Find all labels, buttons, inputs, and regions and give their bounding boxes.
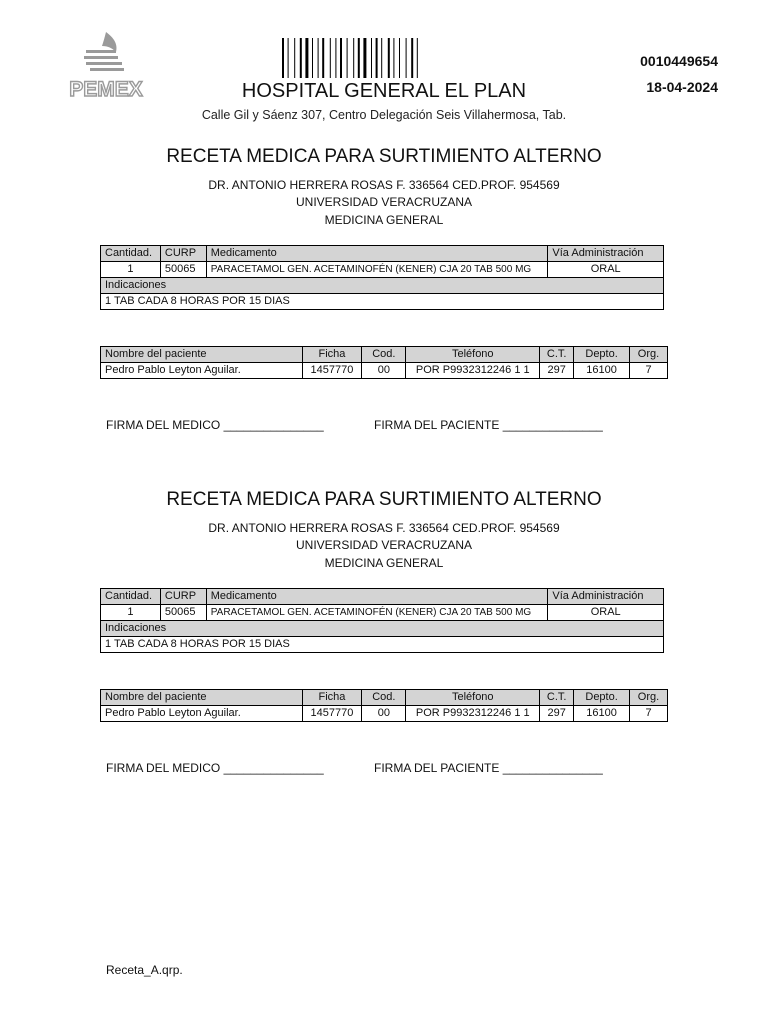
header-medicamento: Medicamento xyxy=(206,589,548,605)
cell-cantidad: 1 xyxy=(101,262,161,278)
firma-medico: FIRMA DEL MEDICO _______________ xyxy=(106,761,324,775)
header-ct: C.T. xyxy=(540,690,574,706)
university: UNIVERSIDAD VERACRUZANA xyxy=(295,195,473,209)
doctor-info: DR. ANTONIO HERRERA ROSAS F. 336564 CED.PROF. 954569 xyxy=(208,521,560,535)
cell-ct: 297 xyxy=(540,706,574,722)
indicaciones-label: Indicaciones xyxy=(101,621,664,637)
cell-org: 7 xyxy=(630,363,668,379)
indicaciones-header-row xyxy=(101,621,664,637)
medication-header-row xyxy=(101,589,664,605)
header-ct: C.T. xyxy=(540,347,574,363)
header-via: Vía Administración xyxy=(548,589,664,605)
cell-telefono: POR P9932312246 1 1 xyxy=(406,363,540,379)
medication-table xyxy=(100,245,664,310)
cell-cod: 00 xyxy=(362,706,406,722)
indicaciones-row xyxy=(101,294,664,310)
indicaciones-label: Indicaciones xyxy=(101,278,664,294)
medication-row xyxy=(101,262,664,278)
medication-header-row xyxy=(101,246,664,262)
cell-nombre: Pedro Pablo Leyton Aguilar. xyxy=(101,706,303,722)
cell-nombre: Pedro Pablo Leyton Aguilar. xyxy=(101,363,303,379)
specialty: MEDICINA GENERAL xyxy=(324,556,444,570)
header-cantidad: Cantidad. xyxy=(101,246,161,262)
cell-ficha: 1457770 xyxy=(302,363,362,379)
indicaciones-text: 1 TAB CADA 8 HORAS POR 15 DIAS xyxy=(101,637,664,653)
header-via: Vía Administración xyxy=(548,246,664,262)
header-org: Org. xyxy=(630,690,668,706)
header-cod: Cod. xyxy=(362,690,406,706)
header-org: Org. xyxy=(630,347,668,363)
cell-via: ORAL xyxy=(548,605,664,621)
footer-filename: Receta_A.qrp. xyxy=(106,963,183,977)
cell-depto: 16100 xyxy=(574,363,630,379)
medication-row xyxy=(101,605,664,621)
firma-paciente: FIRMA DEL PACIENTE _______________ xyxy=(374,761,603,775)
patient-header-row xyxy=(101,690,668,706)
cell-medicamento: PARACETAMOL GEN. ACETAMINOFÉN (KENER) CJA 20 TAB 500 MG xyxy=(206,605,548,621)
header-telefono: Teléfono xyxy=(406,347,540,363)
header-curp: CURP xyxy=(160,246,206,262)
doctor-info: DR. ANTONIO HERRERA ROSAS F. 336564 CED.PROF. 954569 xyxy=(208,178,560,192)
cell-cantidad: 1 xyxy=(101,605,161,621)
indicaciones-header-row xyxy=(101,278,664,294)
logo-text: PEMEX xyxy=(69,78,143,101)
patient-table xyxy=(100,346,668,379)
patient-header-row xyxy=(101,347,668,363)
header-cod: Cod. xyxy=(362,347,406,363)
header-medicamento: Medicamento xyxy=(206,246,548,262)
header-cantidad: Cantidad. xyxy=(101,589,161,605)
indicaciones-row xyxy=(101,637,664,653)
cell-curp: 50065 xyxy=(160,605,206,621)
patient-table xyxy=(100,689,668,722)
folio-number: 0010449654 xyxy=(640,53,718,69)
header-ficha: Ficha xyxy=(302,690,362,706)
medication-table xyxy=(100,588,664,653)
cell-cod: 00 xyxy=(362,363,406,379)
hospital-name: HOSPITAL GENERAL EL PLAN xyxy=(241,80,527,102)
cell-ct: 297 xyxy=(540,363,574,379)
header-nombre: Nombre del paciente xyxy=(101,690,303,706)
cell-medicamento: PARACETAMOL GEN. ACETAMINOFÉN (KENER) CJA 20 TAB 500 MG xyxy=(206,262,548,278)
date: 18-04-2024 xyxy=(646,79,718,95)
header-nombre: Nombre del paciente xyxy=(101,347,303,363)
hospital-address: Calle Gil y Sáenz 307, Centro Delegación Seis Villahermosa, Tab. xyxy=(201,108,567,122)
cell-org: 7 xyxy=(630,706,668,722)
specialty: MEDICINA GENERAL xyxy=(324,213,444,227)
cell-telefono: POR P9932312246 1 1 xyxy=(406,706,540,722)
cell-curp: 50065 xyxy=(160,262,206,278)
header-telefono: Teléfono xyxy=(406,690,540,706)
patient-row xyxy=(101,363,668,379)
prescription-title: RECETA MEDICA PARA SURTIMIENTO ALTERNO xyxy=(166,489,602,510)
header-ficha: Ficha xyxy=(302,347,362,363)
header-curp: CURP xyxy=(160,589,206,605)
cell-via: ORAL xyxy=(548,262,664,278)
cell-depto: 16100 xyxy=(574,706,630,722)
prescription-title: RECETA MEDICA PARA SURTIMIENTO ALTERNO xyxy=(166,146,602,167)
barcode xyxy=(282,38,482,78)
indicaciones-text: 1 TAB CADA 8 HORAS POR 15 DIAS xyxy=(101,294,664,310)
university: UNIVERSIDAD VERACRUZANA xyxy=(295,538,473,552)
cell-ficha: 1457770 xyxy=(302,706,362,722)
firma-medico: FIRMA DEL MEDICO _______________ xyxy=(106,418,324,432)
patient-row xyxy=(101,706,668,722)
header-depto: Depto. xyxy=(574,347,630,363)
header-depto: Depto. xyxy=(574,690,630,706)
prescription-1 xyxy=(0,146,768,486)
prescription-2 xyxy=(0,489,768,829)
firma-paciente: FIRMA DEL PACIENTE _______________ xyxy=(374,418,603,432)
